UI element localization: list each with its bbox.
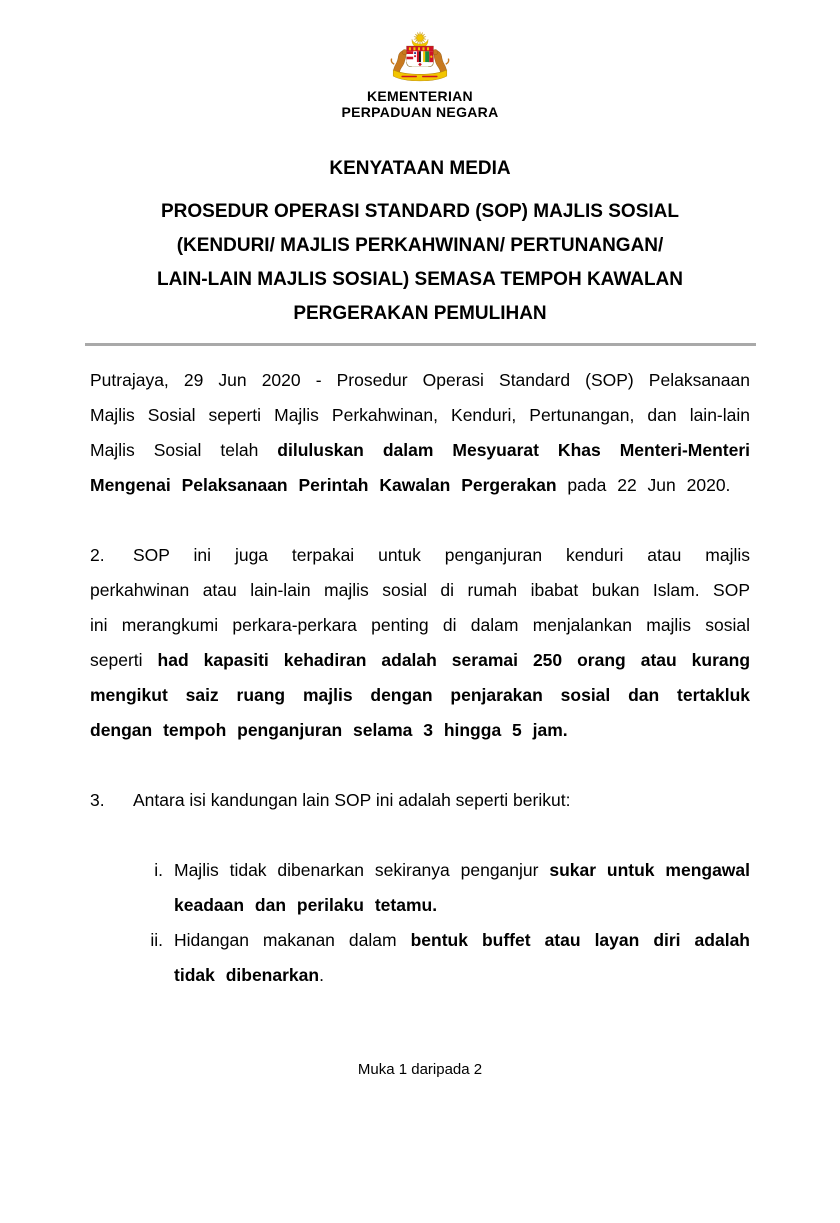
paragraph-text: Putrajaya, 29 Jun 2020 - Prosedur Operasi Standard (SOP) Pelaksanaan Majlis Sosial seperti Majlis Perkahwinan, Kenduri, Pertunangan, dan lain-lain Majlis Sosial telah <box>90 370 750 460</box>
ministry-name-line2: PERPADUAN NEGARA <box>341 103 499 120</box>
paragraph-text: Antara isi kandungan lain SOP ini adalah seperti berikut: <box>133 790 571 810</box>
list-item-normal-text: . <box>319 965 324 985</box>
document-title-line: LAIN-LAIN MAJLIS SOSIAL) SEMASA TEMPOH KAWALAN <box>156 269 684 290</box>
paragraph-bold-text: had kapasiti kehadiran adalah seramai 250 orang atau kurang mengikut saiz ruang majlis dengan penjarakan sosial dan tertakluk dengan tempoh penganjuran selama 3 hingga 5 jam. <box>90 650 751 740</box>
ministry-name-line1: KEMENTERIAN <box>367 88 473 104</box>
star-and-crescent-icon <box>412 32 428 48</box>
paragraph-intro <box>90 363 750 503</box>
list-item-marker: i. <box>154 860 163 880</box>
horizontal-rule <box>85 343 756 346</box>
list-item <box>90 923 750 993</box>
paragraph-text: SOP ini juga terpakai untuk penganjuran kenduri atau majlis perkahwinan atau lain-lain majlis sosial di rumah ibabat bukan Islam. SOP ini merangkumi perkara-perkara penting di dalam menjalankan majlis sosial seperti <box>90 545 750 670</box>
list-item <box>90 853 750 923</box>
paragraph-number: 2. <box>90 545 105 565</box>
list-item-text <box>174 853 750 923</box>
paragraph-3 <box>90 783 750 818</box>
paragraph-bold-text: diluluskan dalam Mesyuarat Khas Menteri-Menteri Mengenai Pelaksanaan Perintah Kawalan Pergerakan <box>90 440 751 495</box>
paragraph-number: 3. <box>90 790 105 810</box>
document-title <box>90 195 750 331</box>
paragraph-text: pada 22 Jun 2020. <box>556 475 731 495</box>
list-item-normal-text: Majlis tidak dibenarkan sekiranya penganjur <box>174 860 550 880</box>
list-item-normal-text: Hidangan makanan dalam <box>174 930 411 950</box>
malaysia-coat-of-arms-icon <box>386 30 454 84</box>
document-title-line: PERGERAKAN PEMULIHAN <box>293 303 547 324</box>
document-title-line: PROSEDUR OPERASI STANDARD (SOP) MAJLIS SOSIAL <box>161 201 679 222</box>
list-item-bold-text: sukar untuk mengawal keadaan dan perilaku tetamu. <box>174 860 751 915</box>
ministry-name <box>90 89 750 120</box>
list-item-bold-text: bentuk buffet atau layan diri adalah tidak dibenarkan <box>174 930 750 985</box>
document-header <box>90 0 750 120</box>
page-number-footer: Muka 1 daripada 2 <box>357 1061 483 1078</box>
shield-icon <box>407 46 434 67</box>
paragraph-2 <box>90 538 750 748</box>
sop-content-list <box>90 853 750 993</box>
list-item-marker: ii. <box>150 930 163 950</box>
media-statement-heading: KENYATAAN MEDIA <box>329 158 511 179</box>
motto-ribbon-icon <box>393 70 447 81</box>
document-title-line: (KENDURI/ MAJLIS PERKAHWINAN/ PERTUNANGAN/ <box>176 235 664 256</box>
list-item-text <box>174 923 750 993</box>
